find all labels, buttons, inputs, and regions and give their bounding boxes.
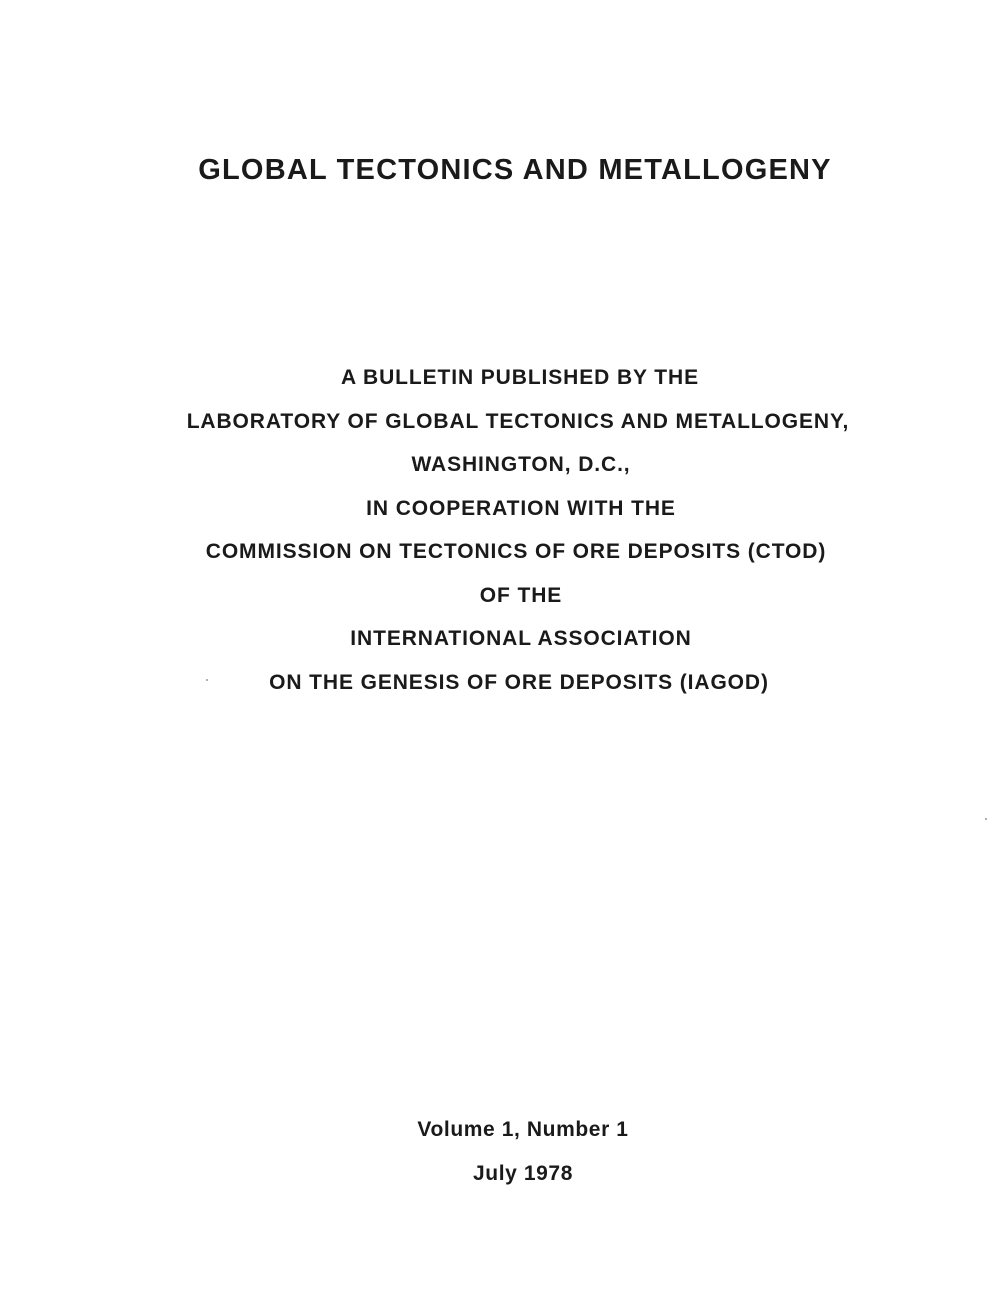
publisher-line: COMMISSION ON TECTONICS OF ORE DEPOSITS (CTOD) bbox=[205, 540, 827, 563]
publisher-statement bbox=[0, 356, 1000, 704]
publisher-line: LABORATORY OF GLOBAL TECTONICS AND METALLOGENY, bbox=[186, 409, 850, 433]
publisher-line: WASHINGTON, D.C., bbox=[411, 453, 631, 476]
volume-number: Volume 1, Number 1 bbox=[417, 1118, 629, 1141]
publisher-line: OF THE bbox=[479, 583, 563, 607]
publisher-line: A BULLETIN PUBLISHED BY THE bbox=[341, 366, 699, 389]
publisher-line: ON THE GENESIS OF ORE DEPOSITS (IAGOD) bbox=[269, 670, 769, 694]
issue-info bbox=[0, 1108, 1000, 1196]
publisher-line: INTERNATIONAL ASSOCIATION bbox=[350, 627, 692, 650]
issue-date: July 1978 bbox=[473, 1162, 573, 1185]
publisher-line: IN COOPERATION WITH THE bbox=[366, 496, 676, 520]
scan-speck bbox=[206, 679, 208, 681]
page-title: GLOBAL TECTONICS AND METALLOGENY bbox=[198, 154, 832, 186]
scan-speck bbox=[985, 818, 987, 820]
